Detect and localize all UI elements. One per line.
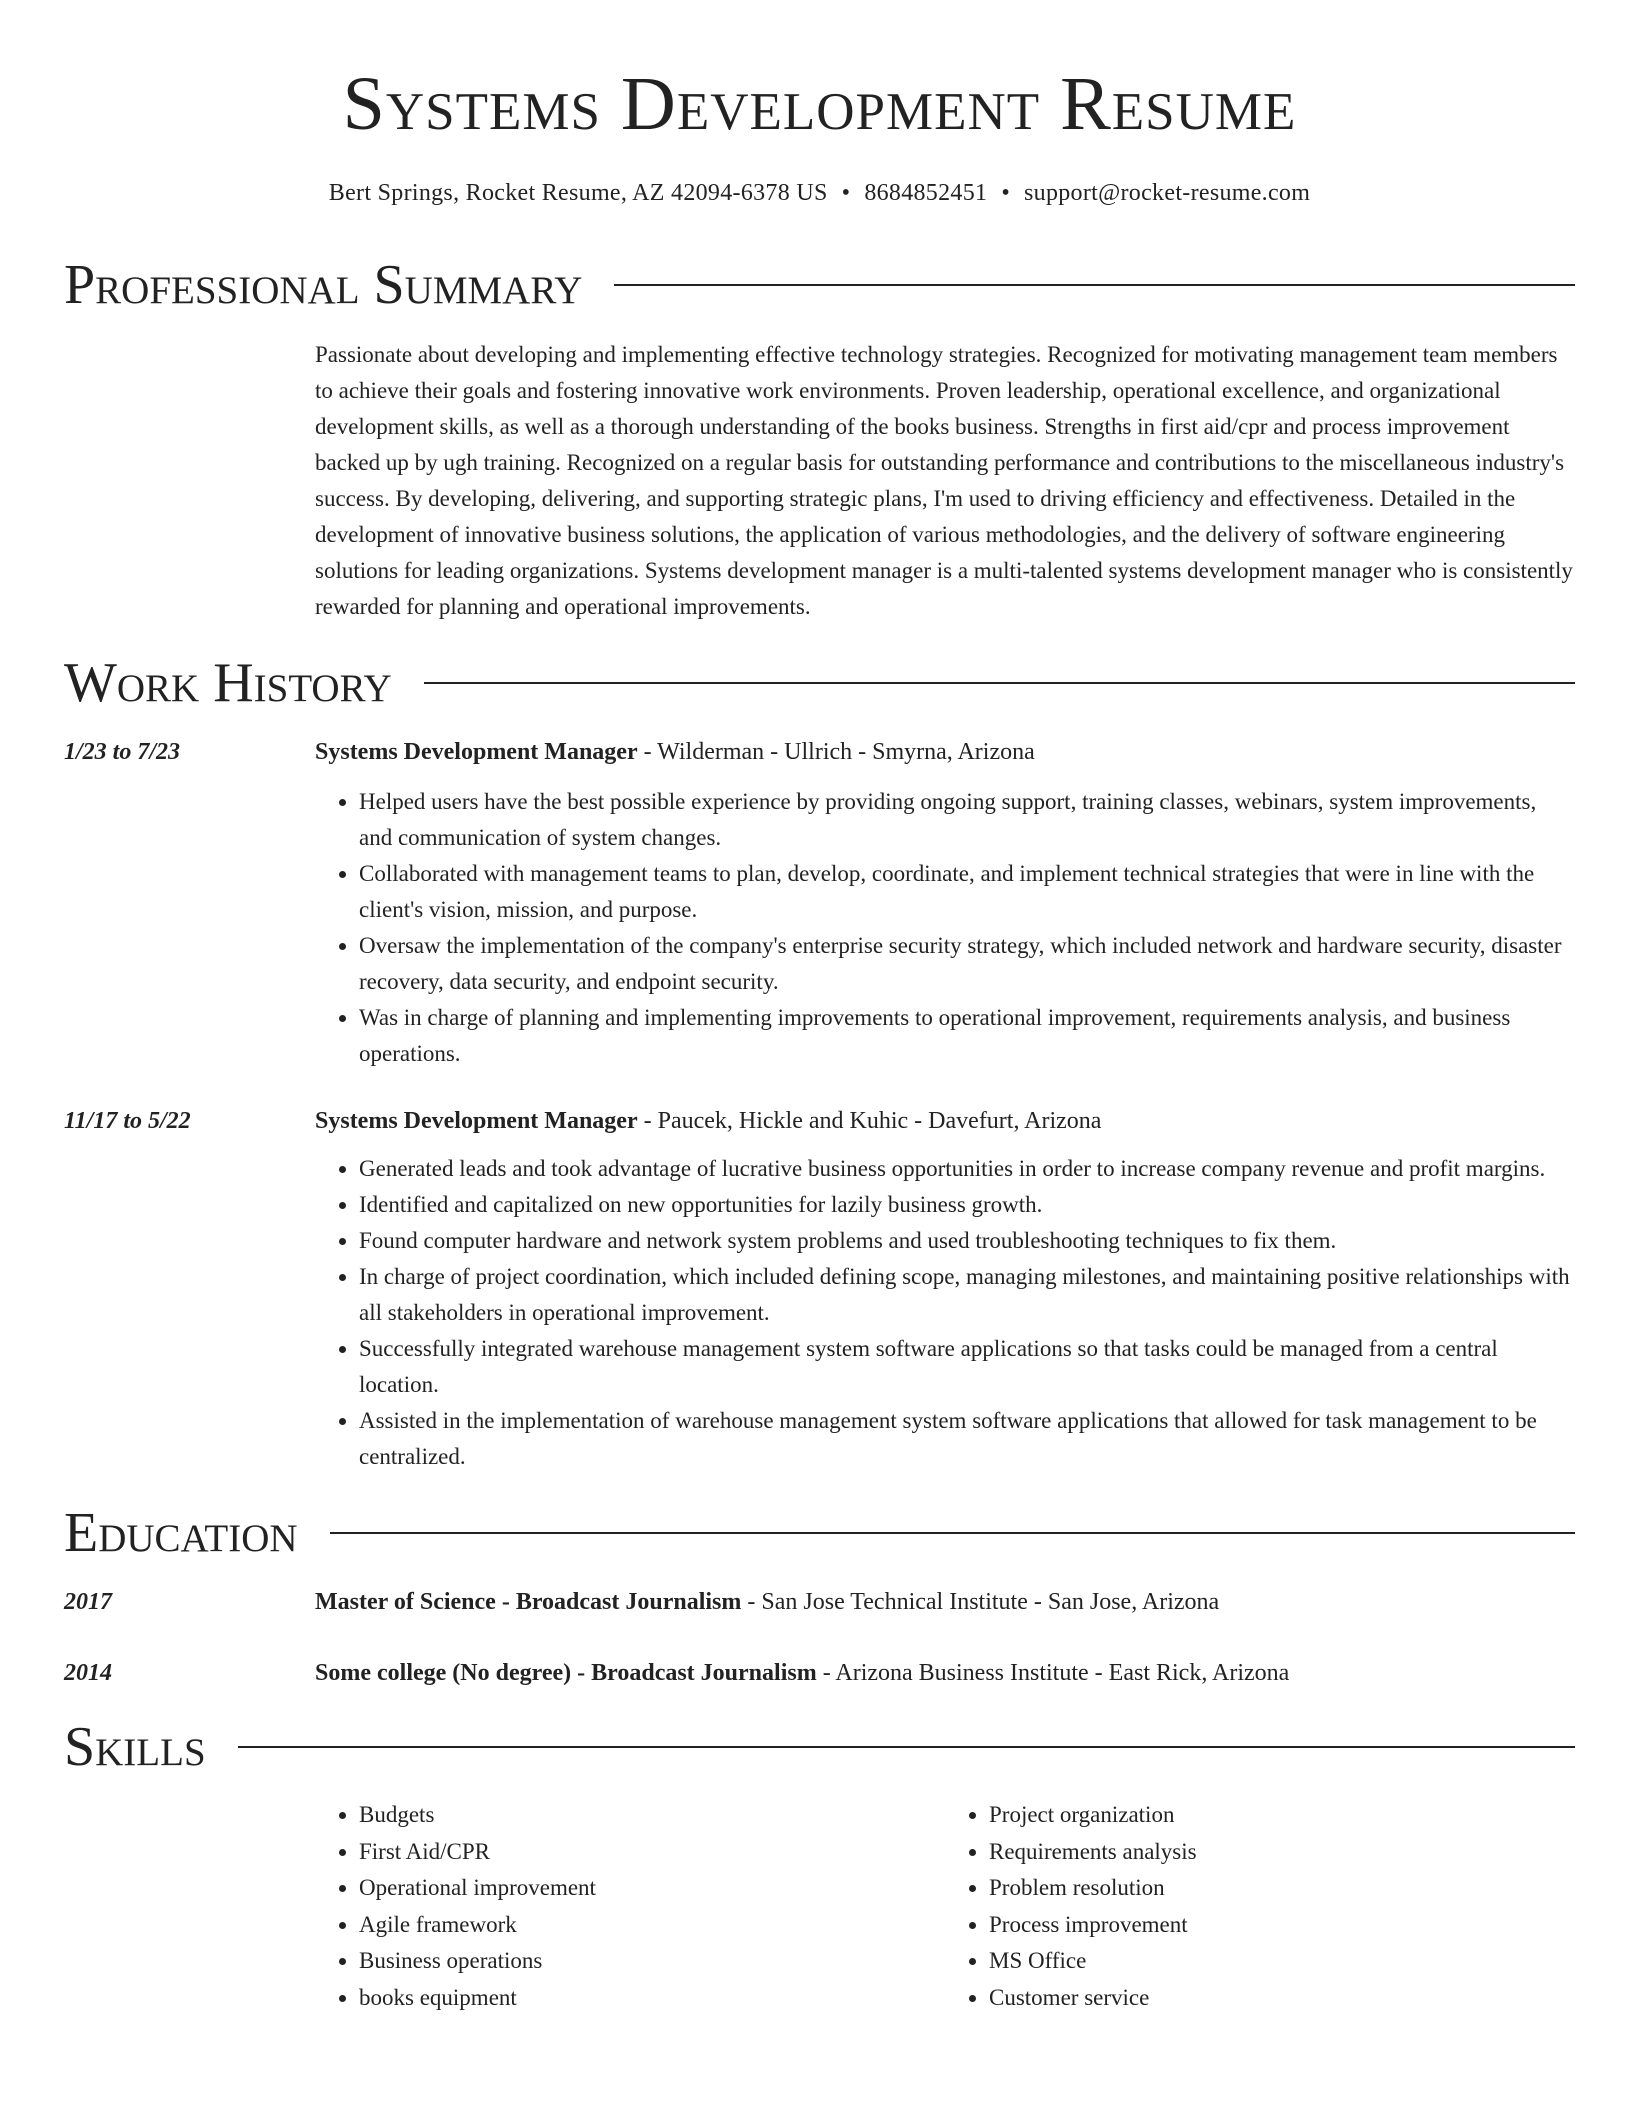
education-details: - San Jose Technical Institute - San Jose, Arizona [741, 1589, 1220, 1615]
section-title: Skills [64, 1716, 206, 1778]
job-dates: 1/23 to 7/23 [64, 739, 181, 765]
skills-column-right [945, 1797, 1575, 2016]
list-item: • Successfully integrated warehouse management system software applications so that tasks could be managed from a central location. [359, 1331, 1575, 1403]
job-bullets-container [315, 1151, 1575, 1475]
job-bullets [315, 1151, 1575, 1475]
section-header-summary [64, 254, 1575, 316]
list-item: • Process improvement [989, 1907, 1575, 1944]
section-header-work [64, 652, 1575, 714]
list-item: • MS Office [989, 1943, 1575, 1980]
job-heading [315, 739, 1575, 766]
job-heading [315, 1108, 1575, 1135]
skills-column-left [315, 1797, 945, 2016]
contact-address: Bert Springs, Rocket Resume, AZ 42094-6378 US [328, 180, 828, 206]
contact-separator: • [1001, 180, 1011, 206]
job-details: - Paucek, Hickle and Kuhic - Davefurt, Arizona [637, 1108, 1102, 1134]
education-year: 2014 [64, 1660, 112, 1686]
list-item: • In charge of project coordination, which included defining scope, managing milestones, and maintaining positive relationships with all stakeholders in operational improvement. [359, 1259, 1575, 1331]
resume-title: Systems Development Resume [342, 62, 1297, 146]
education-entry [64, 1660, 1575, 1687]
section-divider [238, 1746, 1575, 1748]
education-details: - Arizona Business Institute - East Rick, Arizona [816, 1660, 1290, 1686]
spacer [64, 1151, 315, 1475]
section-title: Work History [64, 652, 392, 714]
list-item: • Was in charge of planning and implementing improvements to operational improvement, requirements analysis, and business operations. [359, 1000, 1575, 1072]
section-divider [424, 682, 1575, 684]
spacer [64, 784, 315, 1072]
list-item: • Helped users have the best possible experience by providing ongoing support, training classes, webinars, system improvements, and communication of system changes. [359, 784, 1575, 856]
list-item: • Found computer hardware and network system problems and used troubleshooting techniques to fix them. [359, 1223, 1575, 1259]
contact-line [64, 180, 1575, 207]
job-details: - Wilderman - Ullrich - Smyrna, Arizona [637, 739, 1035, 765]
education-degree: Some college (No degree) - Broadcast Journalism [315, 1660, 817, 1686]
list-item: • Assisted in the implementation of warehouse management system software applications that allowed for task management to be centralized. [359, 1403, 1575, 1475]
list-item: • Business operations [359, 1943, 945, 1980]
job-bullets-container [315, 784, 1575, 1072]
list-item: • Requirements analysis [989, 1834, 1575, 1871]
job-entry [64, 739, 1575, 766]
section-title: Education [64, 1502, 298, 1564]
section-title: Professional Summary [64, 254, 583, 316]
list-item: • Budgets [359, 1797, 945, 1834]
list-item: • Project organization [989, 1797, 1575, 1834]
section-header-education [64, 1502, 1575, 1564]
list-item: • Problem resolution [989, 1870, 1575, 1907]
list-item: • Generated leads and took advantage of lucrative business opportunities in order to increase company revenue and profit margins. [359, 1151, 1575, 1187]
job-bullets-row [64, 1151, 1575, 1475]
section-divider [614, 284, 1575, 286]
contact-phone: 8684852451 [864, 180, 988, 206]
contact-email: support@rocket-resume.com [1024, 180, 1311, 206]
education-year: 2017 [64, 1589, 112, 1615]
list-item: • First Aid/CPR [359, 1834, 945, 1871]
skills-list [315, 1797, 1575, 2016]
education-heading [315, 1660, 1575, 1687]
job-dates: 11/17 to 5/22 [64, 1108, 191, 1134]
job-bullets-row [64, 784, 1575, 1072]
job-title: Systems Development Manager [315, 739, 638, 765]
list-item: • Customer service [989, 1980, 1575, 2017]
job-title: Systems Development Manager [315, 1108, 638, 1134]
education-degree: Master of Science - Broadcast Journalism [315, 1589, 742, 1615]
list-item: • Identified and capitalized on new opportunities for lazily business growth. [359, 1187, 1575, 1223]
job-bullets [315, 784, 1575, 1072]
list-item: • Collaborated with management teams to plan, develop, coordinate, and implement technical strategies that were in line with the client's vision, mission, and purpose. [359, 856, 1575, 928]
contact-separator: • [841, 180, 851, 206]
job-entry [64, 1108, 1575, 1135]
list-item: • Operational improvement [359, 1870, 945, 1907]
list-item: • Oversaw the implementation of the company's enterprise security strategy, which included network and hardware security, disaster recovery, data security, and endpoint security. [359, 928, 1575, 1000]
section-header-skills [64, 1716, 1575, 1778]
education-heading [315, 1589, 1575, 1616]
section-divider [330, 1532, 1575, 1534]
education-entry [64, 1589, 1575, 1616]
list-item: • books equipment [359, 1980, 945, 2017]
list-item: • Agile framework [359, 1907, 945, 1944]
summary-text: Passionate about developing and implementing effective technology strategies. Recognized for motivating management team members to achieve their goals and fostering innovative work environments. Proven leadership, operational excellence, and organizational development skills, as well as a thorough understanding of the books business. Strengths in first aid/cpr and process improvement backed up by ugh training. Recognized on a regular basis for outstanding performance and contributions to the miscellaneous industry's success. By developing, delivering, and supporting strategic plans, I'm used to driving efficiency and effectiveness. Detailed in the development of innovative business solutions, the application of various methodologies, and the delivery of software engineering solutions for leading organizations. Systems development manager is a multi-talented systems development manager who is consistently rewarded for planning and operational improvements. [315, 342, 1573, 619]
